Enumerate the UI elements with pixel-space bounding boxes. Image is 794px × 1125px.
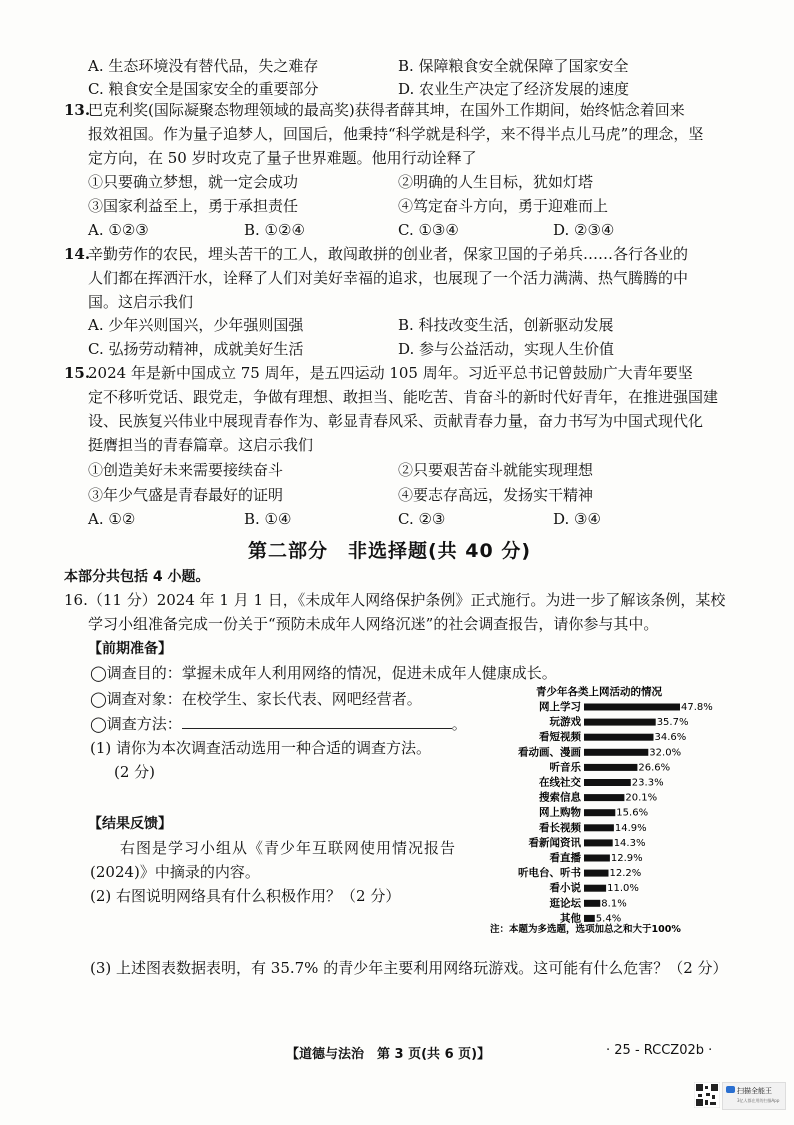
q15-stem-line2: 定不移听党话、跟党走，争做有理想、敢担当、能吃苦、肯奋斗的新时代好青年，在推进强国建 (88, 388, 719, 406)
q13-option-c: C. ①③④ (398, 221, 459, 239)
q14-stem-line3: 国。这启示我们 (88, 293, 194, 311)
chart-value-label: 8.1% (601, 898, 627, 910)
q16-stem-line2: 学习小组准备完成一份关于“预防未成年人网络沉迷”的社会调查报告，请你参与其中。 (88, 615, 659, 633)
chart-bar (584, 885, 606, 892)
chart-category-label: 看长视频 (539, 821, 581, 834)
chart-value-label: 35.7% (656, 717, 689, 729)
q16-sub1-score: (2 分) (114, 763, 156, 781)
chart-value-label: 47.8% (681, 702, 713, 713)
q13-statement-2: ②明确的人生目标，犹如灯塔 (398, 173, 594, 191)
chart-value-label: 32.0% (649, 747, 682, 759)
q16-result-header: 【结果反馈】 (88, 816, 172, 832)
q16-method-label: ◯调查方法： (90, 715, 182, 733)
scanner-sub: 3亿人都在用的扫描App (737, 1098, 780, 1103)
chart-bar (584, 779, 631, 786)
chart-bar (584, 855, 610, 862)
q13-statement-4: ④笃定奋斗方向，勇于迎难而上 (398, 197, 609, 215)
chart-category-label: 看小说 (549, 882, 581, 895)
q16-stem-line1: 16.（11 分）2024 年 1 月 1 日，《未成年人网络保护条例》正式施行。为进一步了解该条例，某校 (64, 591, 726, 609)
footer-code: · 25 - RCCZ02b · (606, 1043, 713, 1058)
q15-statement-2: ②只要艰苦奋斗就能实现理想 (398, 461, 594, 479)
q16-prep-header: 【前期准备】 (88, 641, 172, 657)
chart-bar (584, 704, 680, 711)
chart-category-label: 其他 (560, 912, 581, 925)
chart-bar (584, 824, 614, 831)
q13-statement-1: ①只要确立梦想，就一定会成功 (88, 173, 299, 191)
scanner-label: 扫描全能王 (737, 1087, 772, 1095)
q16-result-line1: 右图是学习小组从《青少年互联网使用情况报告 (120, 839, 457, 857)
q12-option-c: C. 粮食安全是国家安全的重要部分 (88, 80, 319, 98)
chart-value-label: 23.3% (631, 777, 664, 789)
online-activity-bar-chart (478, 682, 728, 942)
chart-value-label: 12.9% (610, 853, 643, 864)
chart-bar (584, 734, 654, 741)
q12-option-d: D. 农业生产决定了经济发展的速度 (398, 80, 630, 98)
q15-stem-line1: 2024 年是新中国成立 75 周年，是五四运动 105 周年。习近平总书记曾鼓励广大青年要坚 (88, 364, 693, 382)
q15-number: 15. (64, 364, 91, 382)
chart-value-label: 20.1% (625, 792, 658, 804)
qr-code-icon (694, 1082, 720, 1108)
q15-stem-line3: 设、民族复兴伟业中展现青春作为、彰显青春风采、贡献青春力量，奋力书写为中国式现代化 (88, 412, 704, 430)
chart-value-label: 15.6% (616, 807, 649, 819)
q14-stem-line2: 人们都在挥洒汗水，诠释了人们对美好幸福的追求，也展现了一个活力满满、热气腾腾的中 (88, 269, 689, 287)
footer-page-info: 【道德与法治 第 3 页(共 6 页)】 (286, 1047, 491, 1062)
chart-value-label: 34.6% (654, 732, 687, 744)
chart-bar (584, 870, 609, 877)
q14-number: 14. (64, 245, 91, 263)
chart-category-label: 看动画、漫画 (518, 746, 581, 759)
q16-sub3-question: (3) 上述图表数据表明，有 35.7% 的青少年主要利用网络玩游戏。这可能有什么危害？（2 分） (90, 959, 728, 977)
chart-bar (584, 839, 613, 846)
q15-option-c: C. ②③ (398, 510, 446, 528)
chart-bar (584, 749, 648, 756)
q13-option-d: D. ②③④ (553, 221, 615, 239)
q13-stem-line3: 定方向，在 50 岁时攻克了量子世界难题。他用行动诠释了 (88, 149, 477, 167)
q16-sub1-question: (1) 请你为本次调查活动选用一种合适的调查方法。 (90, 739, 432, 757)
q13-stem-line2: 报效祖国。作为量子追梦人，回国后，他秉持“科学就是科学，来不得半点儿马虎”的理念，坚 (88, 125, 704, 143)
q16-method-end: 。 (451, 715, 467, 733)
q16-objects: ◯调查对象：在校学生、家长代表、网吧经营者。 (90, 690, 422, 708)
q14-option-c: C. 弘扬劳动精神，成就美好生活 (88, 340, 304, 358)
chart-bar (584, 900, 600, 907)
q15-statement-4: ④要志存高远，发扬实干精神 (398, 486, 594, 504)
q13-option-b: B. ①②④ (244, 221, 305, 239)
q14-option-d: D. 参与公益活动，实现人生价值 (398, 340, 615, 358)
q16-method (90, 714, 467, 734)
q12-option-b: B. 保障粮食安全就保障了国家安全 (398, 57, 629, 75)
chart-value-label: 11.0% (607, 883, 639, 895)
chart-category-label: 搜索信息 (539, 791, 581, 804)
chart-category-label: 网上学习 (539, 701, 581, 713)
part2-intro: 本部分共包括 4 小题。 (64, 569, 210, 585)
chart-category-label: 看短视频 (539, 731, 581, 744)
part2-title: 第二部分 非选择题(共 40 分) (248, 540, 532, 562)
chart-title: 青少年各类上网活动的情况 (536, 686, 662, 698)
chart-category-label: 看直播 (549, 852, 581, 864)
q16-sub2-question: (2) 右图说明网络具有什么积极作用？（2 分） (90, 887, 401, 905)
chart-value-label: 14.3% (613, 837, 646, 849)
q14-option-b: B. 科技改变生活，创新驱动发展 (398, 316, 614, 334)
camera-icon (726, 1086, 735, 1093)
q13-statement-3: ③国家利益至上，勇于承担责任 (88, 197, 299, 215)
q16-method-blank[interactable] (182, 714, 452, 729)
q15-statement-3: ③年少气盛是青春最好的证明 (88, 486, 284, 504)
chart-category-label: 听音乐 (549, 761, 581, 774)
q13-stem-line1: 巴克利奖(国际凝聚态物理领域的最高奖)获得者薛其坤，在国外工作期间，始终惦念着回来 (88, 101, 685, 119)
chart-category-label: 听电台、听书 (518, 867, 581, 880)
chart-category-label: 在线社交 (539, 776, 581, 789)
chart-value-label: 12.2% (609, 868, 642, 880)
q13-option-a: A. ①②③ (88, 221, 149, 239)
chart-note: 注：本题为多选题，选项加总之和大于100% (490, 924, 681, 935)
chart-bar (584, 719, 656, 726)
q15-stem-line4: 挺膺担当的青春篇章。这启示我们 (88, 436, 314, 454)
q16-purpose: ◯调查目的：掌握未成年人利用网络的情况，促进未成年人健康成长。 (90, 664, 557, 682)
chart-bar (584, 764, 637, 771)
q15-option-a: A. ①② (88, 510, 136, 528)
q15-option-d: D. ③④ (553, 510, 601, 528)
chart-bar (584, 915, 595, 922)
scanner-watermark (722, 1082, 786, 1110)
q12-option-a: A. 生态环境没有替代品，失之难存 (88, 57, 319, 75)
q15-statement-1: ①创造美好未来需要接续奋斗 (88, 461, 284, 479)
chart-category-label: 看新闻资讯 (528, 836, 581, 849)
q16-result-line2: (2024)》中摘录的内容。 (90, 863, 260, 881)
q14-stem-line1: 辛勤劳作的农民，埋头苦干的工人，敢闯敢拼的创业者，保家卫国的子弟兵……各行各业的 (88, 245, 689, 263)
q13-number: 13. (64, 101, 91, 119)
chart-value-label: 26.6% (638, 762, 671, 774)
chart-value-label: 5.4% (595, 913, 622, 925)
chart-value-label: 14.9% (614, 822, 647, 834)
q14-option-a: A. 少年兴则国兴，少年强则国强 (88, 316, 304, 334)
q15-option-b: B. ①④ (244, 510, 292, 528)
chart-category-label: 玩游戏 (549, 716, 581, 729)
chart-bar (584, 809, 615, 816)
chart-bar (584, 794, 624, 801)
chart-category-label: 网上购物 (539, 806, 581, 819)
chart-category-label: 逛论坛 (549, 897, 581, 910)
